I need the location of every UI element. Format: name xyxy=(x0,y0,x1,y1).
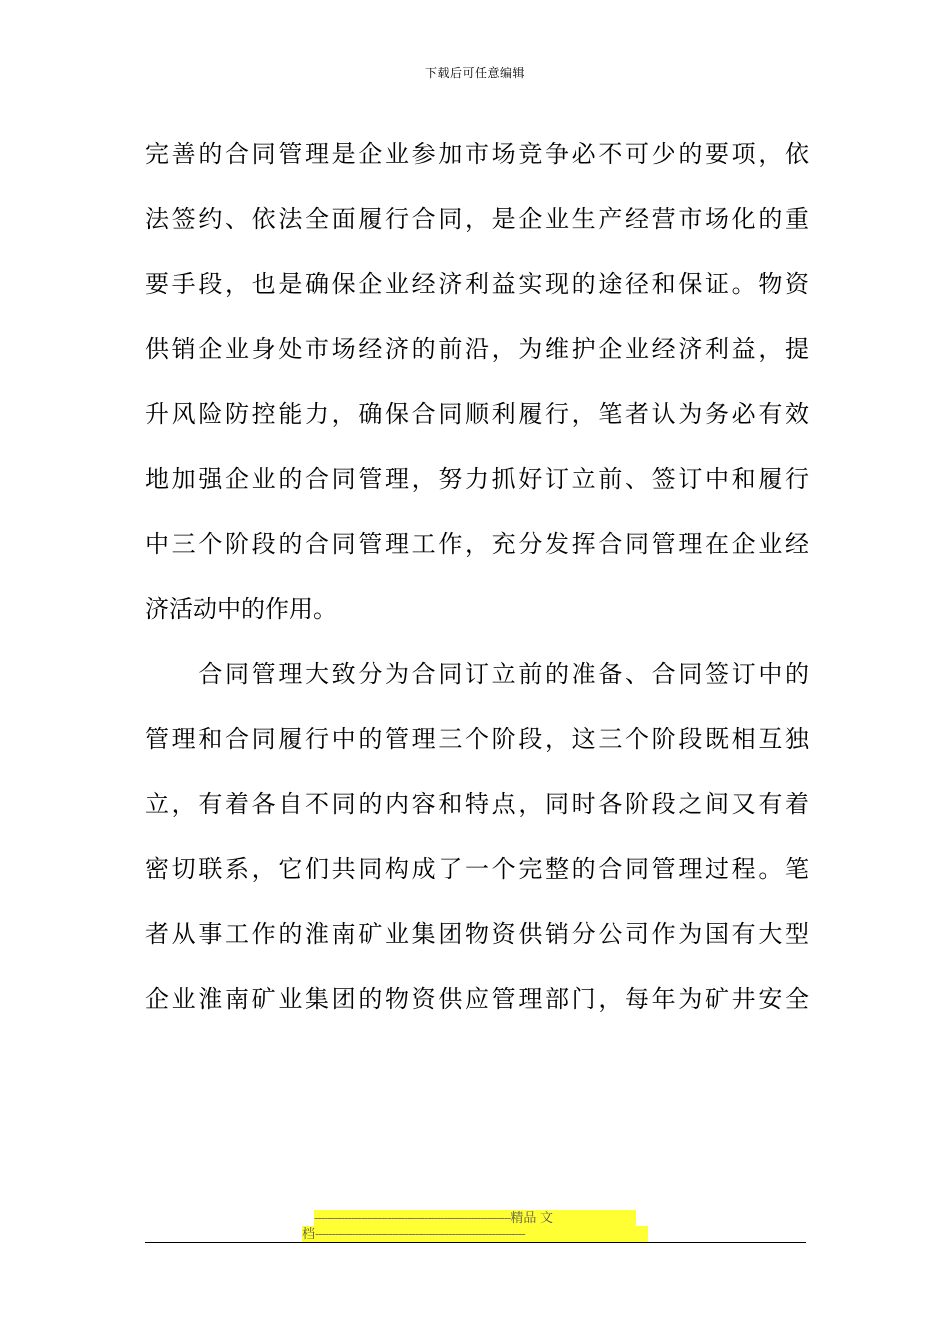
text-line: 管理和合同履行中的管理三个阶段，这三个阶段既相互独 xyxy=(145,725,809,753)
text-line: 中三个阶段的合同管理工作，充分发挥合同管理在企业经 xyxy=(145,530,809,558)
text-line: 济活动中的作用。 xyxy=(145,595,337,623)
page-header: 下载后可任意编辑 xyxy=(424,66,525,80)
text-line: 地加强企业的合同管理，努力抓好订立前、签订中和履行 xyxy=(145,465,809,493)
text-line: 要手段，也是确保企业经济利益实现的途径和保证。物资 xyxy=(145,270,809,298)
document-body xyxy=(145,122,809,1032)
footer-dashes: ----------------------------------------------------------- xyxy=(314,1210,511,1225)
footer-watermark-line-2 xyxy=(302,1226,648,1242)
text-line: 升风险防控能力，确保合同顺利履行，笔者认为务必有效 xyxy=(145,400,809,428)
text-line: 供销企业身处市场经济的前沿，为维护企业经济利益，提 xyxy=(145,335,809,363)
text-line: 企业淮南矿业集团的物资供应管理部门，每年为矿井安全 xyxy=(145,985,809,1013)
text-line: 者从事工作的淮南矿业集团物资供销分公司作为国有大型 xyxy=(145,920,809,948)
text-line: 法签约、依法全面履行合同，是企业生产经营市场化的重 xyxy=(145,205,809,233)
text-line: 完善的合同管理是企业参加市场竞争必不可少的要项，依 xyxy=(145,140,809,168)
footer-label: 档 xyxy=(302,1226,316,1241)
text-line: 密切联系，它们共同构成了一个完整的合同管理过程。笔 xyxy=(145,855,809,883)
footer-watermark-line-1 xyxy=(314,1210,636,1226)
text-line: 合同管理大致分为合同订立前的准备、合同签订中的 xyxy=(145,660,809,688)
text-line: 立，有着各自不同的内容和特点，同时各阶段之间又有着 xyxy=(145,790,809,818)
footer-dashes: --------------------------------------------------------------- xyxy=(315,1226,525,1241)
footer-label: 精品 文 xyxy=(510,1210,554,1225)
footer-divider xyxy=(145,1242,806,1243)
